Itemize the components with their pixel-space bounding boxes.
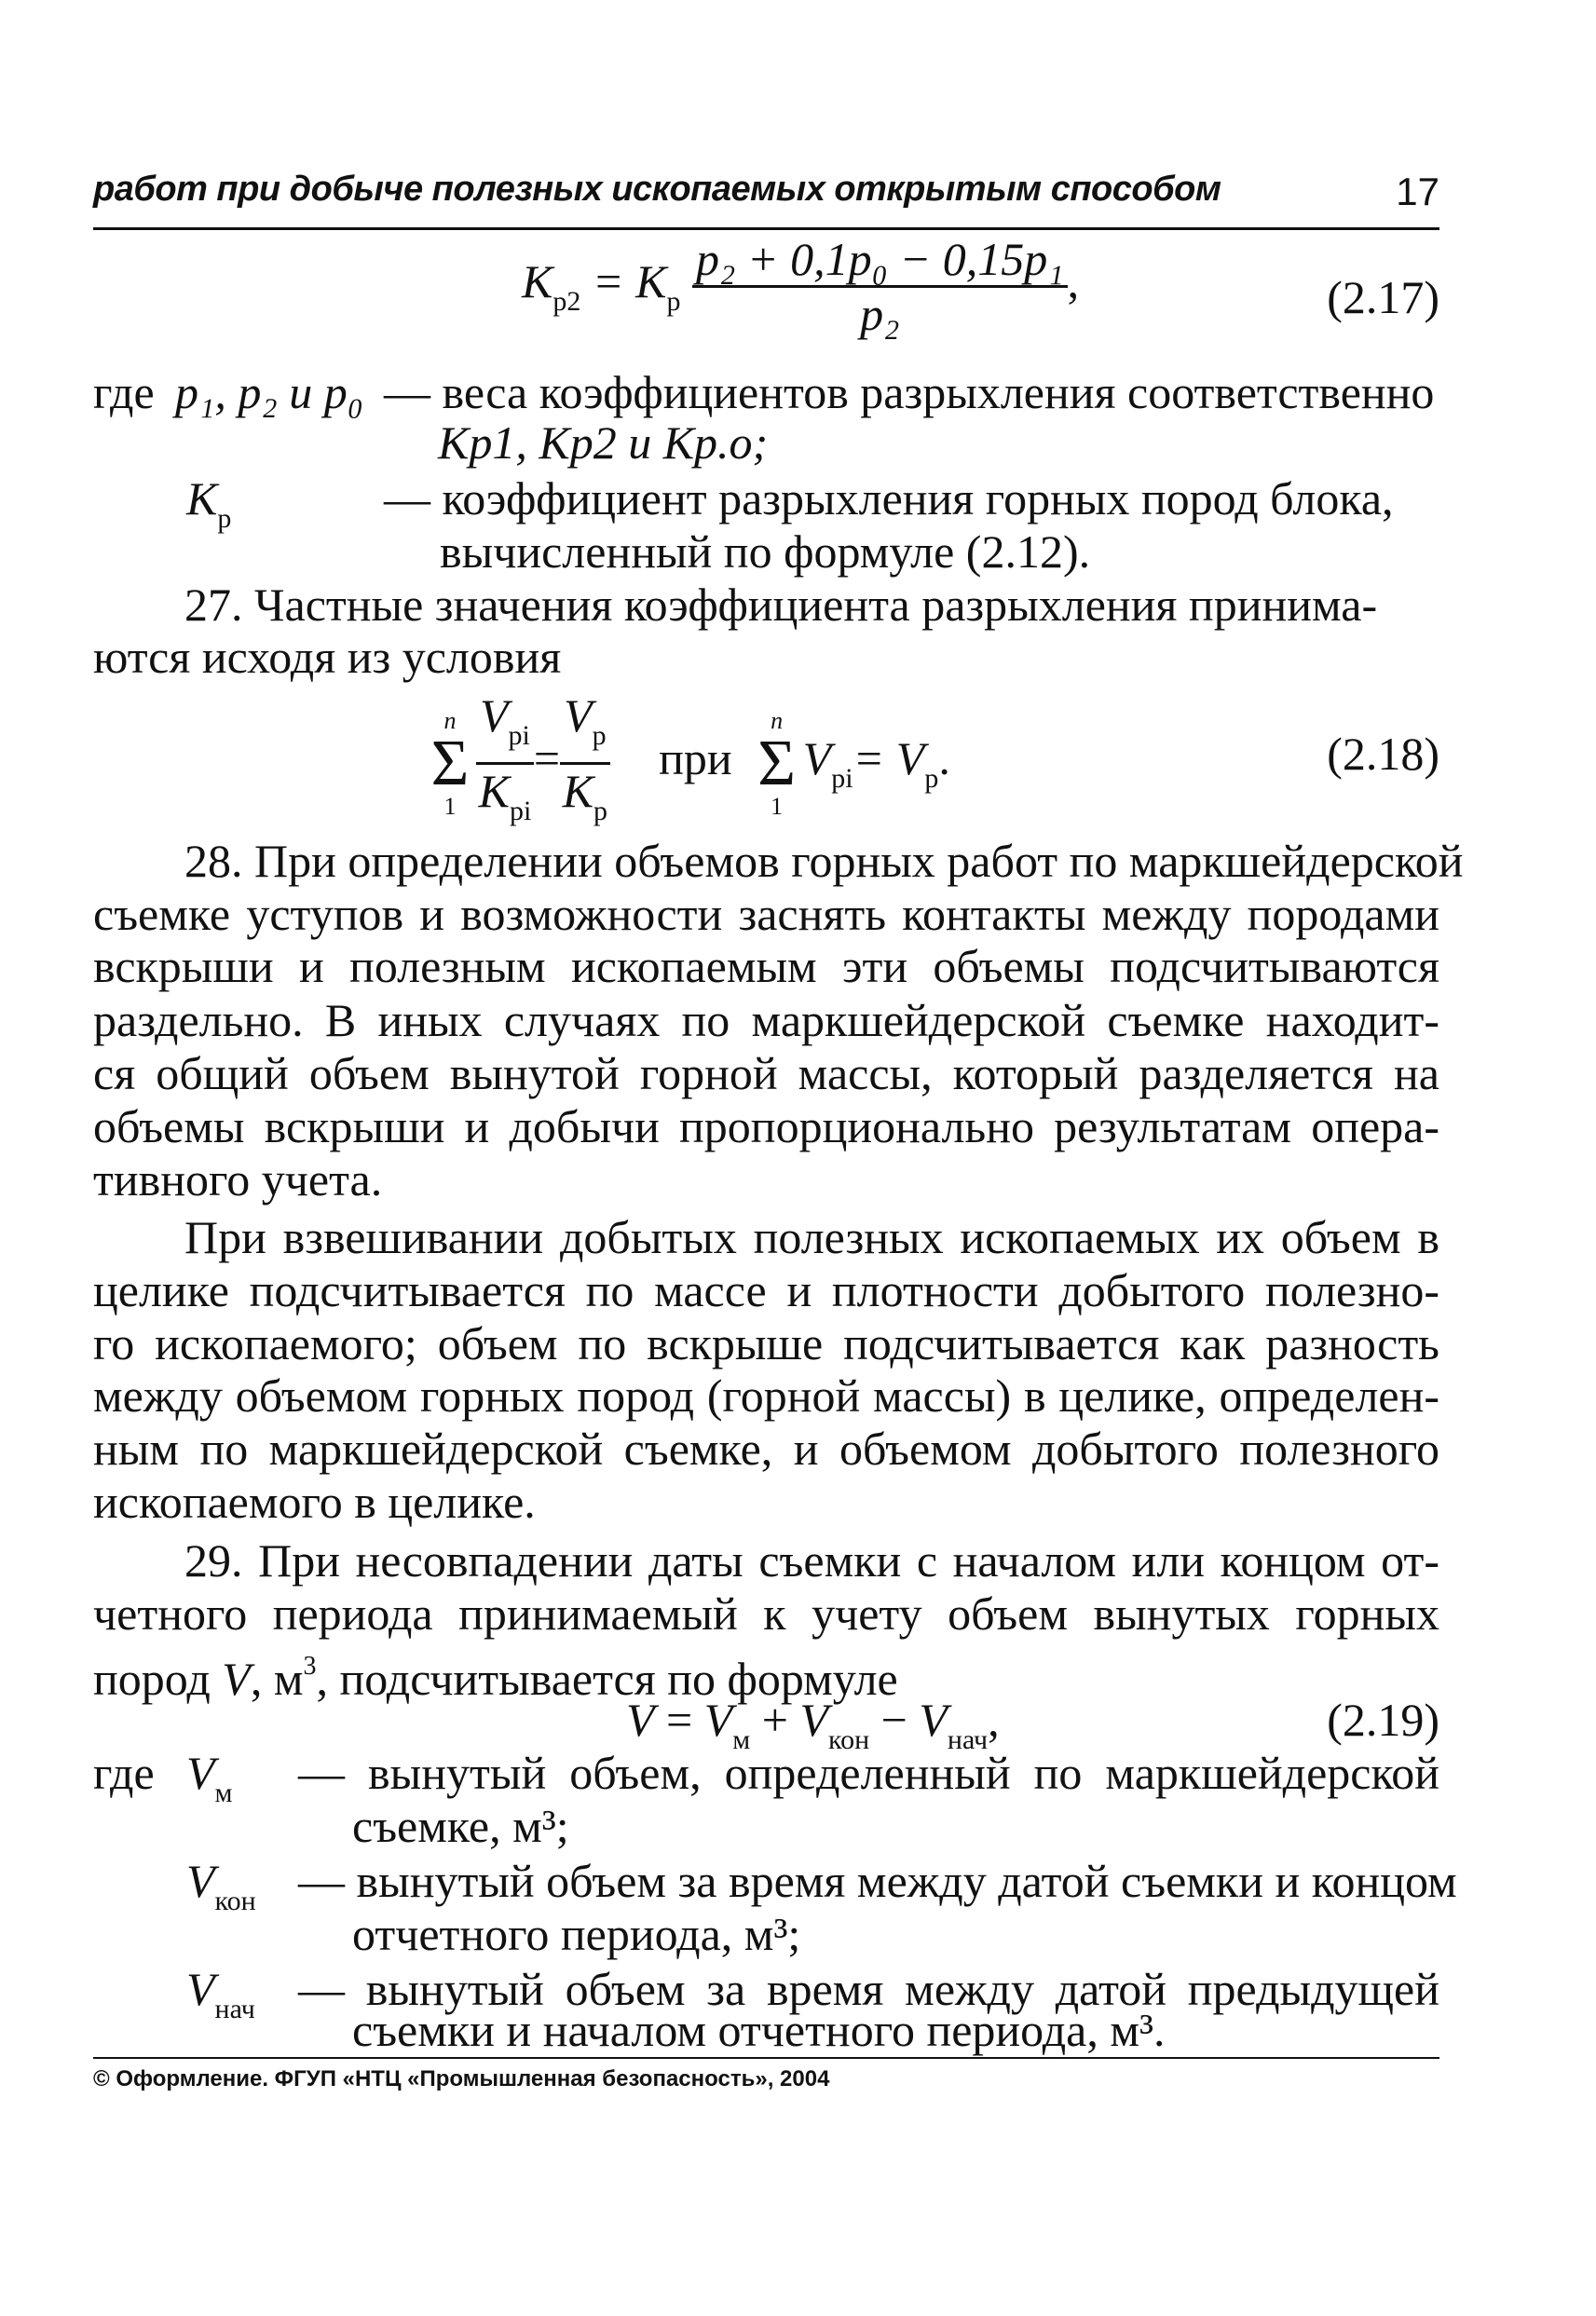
para-28-line: тивного учета. [93, 1153, 383, 1206]
where2-var-vm: $V_м$ [186, 1747, 233, 1808]
para-29-line: пород V, $м^3$, подсчитывается по формуле [93, 1652, 898, 1705]
where-desc-2-line2: вычисленный по формуле (2.12). [440, 525, 1091, 578]
where-desc-1-line1: — веса коэффициентов разрыхления соответственно [384, 366, 1435, 418]
para-28-line: раздельно. В иных случаях по маркшейдерской съемке находит- [93, 994, 1439, 1046]
header-title: работ при добыче полезных ископаемых открытым способом [93, 170, 1221, 209]
sum-sign-1: n Σ 1 [430, 706, 470, 820]
where2-var-vnach: $V_{нач}$ [186, 1963, 255, 2024]
fraction-2-17: $\frac{\text{p₂ + 0,1p₀ − 0,15p₁}}{\text{p₂}}$ [692, 233, 1068, 340]
para-29-line: 29. При несовпадении даты съемки с началом или концом от- [184, 1534, 1439, 1587]
footer-rule [93, 2057, 1439, 2059]
running-header [93, 168, 1439, 230]
para-29-line: четного периода принимаемый к учету объем вынутых горных [93, 1587, 1439, 1640]
equation-number-2-17: (2.17) [1327, 271, 1439, 323]
where-lead-1: где [93, 366, 155, 418]
equation-number-2-18: (2.18) [1327, 728, 1439, 780]
para-28-line: 28. При определении объемов горных работ по маркшейдерской [184, 835, 1464, 887]
page-number: 17 [1396, 170, 1439, 213]
para-weigh-line: ископаемого в целике. [93, 1476, 536, 1528]
equation-number-2-19: (2.19) [1327, 1694, 1439, 1746]
where2-var-vkon: $V_{кон}$ [186, 1855, 256, 1916]
where2-desc-vkon-line1: — вынутый объем за время между датой съемки и концом [298, 1855, 1457, 1907]
fraction-vpi-kpi: $\frac{V_{pi}}{K_{pi}}$ [476, 689, 534, 838]
where2-desc-vkon-line2: отчетного периода, м³; [352, 1908, 801, 1960]
where2-desc-vnach-line2: съемки и началом отчетного периода, м³. [352, 2004, 1166, 2056]
para-weigh-line: целике подсчитывается по массе и плотности добытого полезно- [93, 1264, 1439, 1316]
where-vars-1: p₁, p₂ и p₀ [175, 366, 364, 418]
fraction-vp-kp: $\frac{V_p}{K_p}$ [560, 689, 610, 838]
where-var-2: $K_р$ [186, 472, 232, 534]
para-27-line2: ются исходя из условия [93, 631, 562, 683]
equation-2-18: n Σ 1 $\frac{V_{pi}}{K_{pi}}$ = $\frac{V_p}{K_p}$ при n Σ 1 $V_{pi}= V_p$. [424, 689, 950, 838]
where2-desc-vm-line1: — вынутый объем, определенный по маркшейдерской [298, 1747, 1439, 1799]
where-desc-2-line1: — коэффициент разрыхления горных пород блока, [384, 472, 1394, 525]
sum-sign-2: n Σ 1 [757, 706, 797, 820]
para-weigh-line: При взвешивании добытых полезных ископаемых их объем в [184, 1211, 1439, 1263]
para-weigh-line: ным по маркшейдерской съемке, и объемом добытого полезного [93, 1423, 1439, 1475]
para-28-line: съемке уступов и возможности заснять контакты между породами [93, 888, 1439, 940]
para-weigh-line: го ископаемого; объем по вскрыше подсчитывается как разность [93, 1317, 1439, 1369]
where-lead-2: где [93, 1747, 155, 1799]
where-desc-1-line2: Kр1, Kр2 и Kр.о; [438, 416, 769, 469]
para-28-line: объемы вскрыши и добычи пропорционально результатам опера- [93, 1100, 1439, 1152]
where2-desc-vnach-line1: — вынутый объем за время между датой предыдущей [298, 1963, 1439, 2015]
para-28-line: ся общий объем вынутой горной массы, который разделяется на [93, 1047, 1439, 1099]
equation-2-19: $V = V_м + V_{кон} - V_{нач}$, [626, 1694, 1000, 1755]
where2-desc-vm-line2: съемке, м³; [352, 1800, 569, 1852]
equation-2-17: $K_{p2} = K_p$ $\frac{\text{p₂ + 0,1p₀ − 0,15p₁}}{\text{p₂}}$ , [522, 233, 1080, 340]
copyright-footer: © Оформление. ФГУП «НТЦ «Промышленная безопасность», 2004 [93, 2066, 830, 2091]
para-weigh-line: между объемом горных пород (горной массы) в целике, определен- [93, 1369, 1439, 1422]
para-28-line: вскрыши и полезным ископаемым эти объемы подсчитываются [93, 940, 1439, 992]
para-27-line1: 27. Частные значения коэффициента разрыхления принима- [184, 579, 1378, 631]
